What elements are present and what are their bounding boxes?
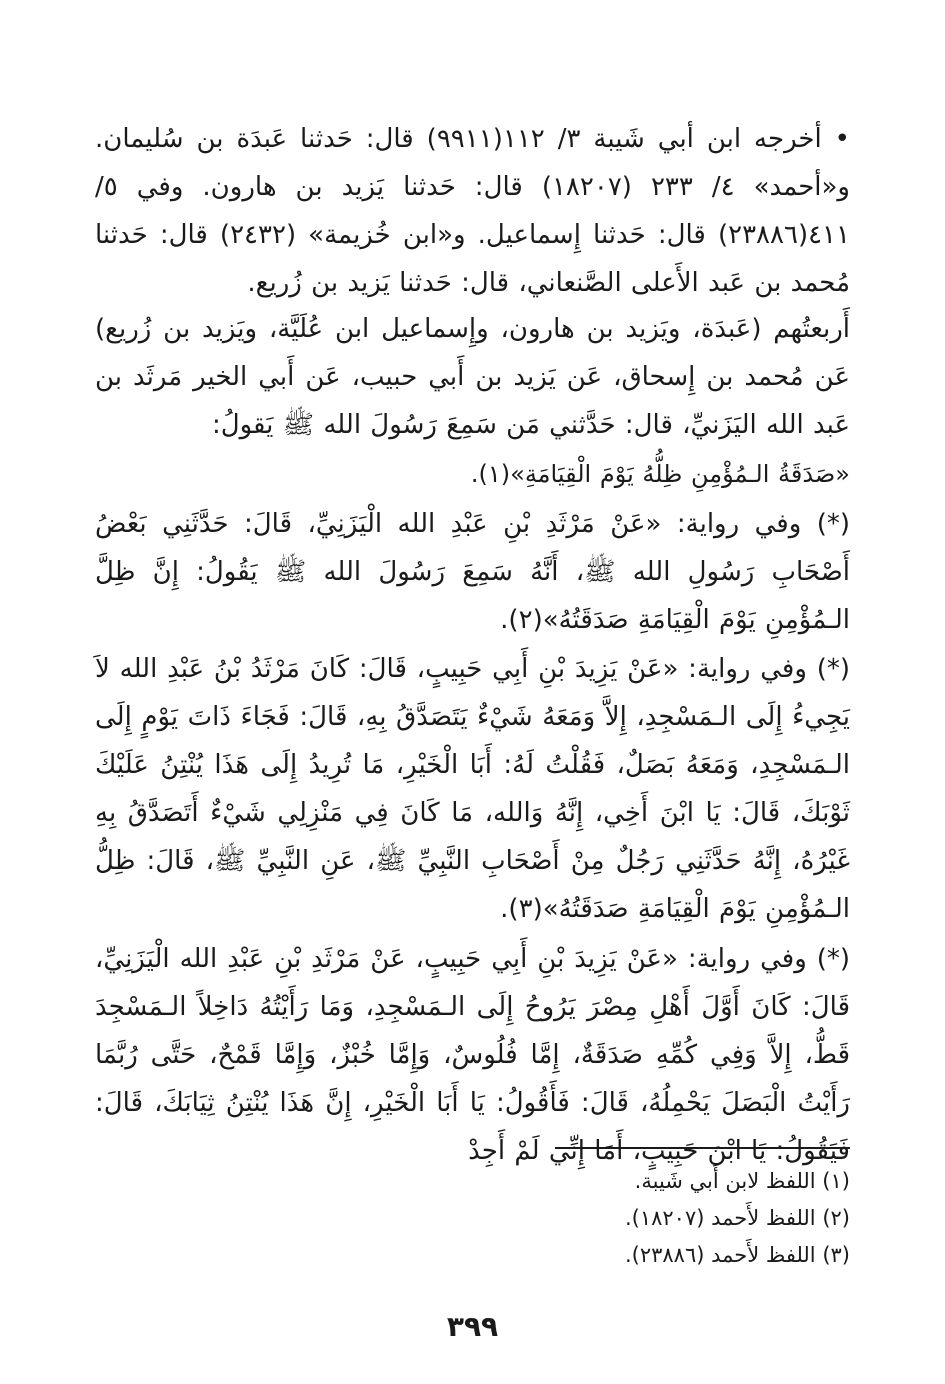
footnote-3: (٣) اللفظ لأَحمد (٢٣٨٨٦).: [624, 1243, 850, 1267]
footnote-1: (١) اللفظ لابن أَبي شَيبة.: [634, 1169, 850, 1193]
narration-variant-3: (*) وفي رواية: «عَنْ يَزِيدَ بْنِ أَبِي حَبِيبٍ، عَنْ مَرْثَدِ بْنِ عَبْدِ الله الْيَزَنِيِّ، قَالَ: كَانَ أَوَّلَ أَهْلِ مِصْرَ يَرُوحُ إِلَى الـمَسْجِدِ، وَمَا رَأَيْتُهُ دَاخِلاً الـمَسْجِدَ قَطُّ، إِلاَّ وَفِي كُمِّهِ صَدَقَةٌ، إِمَّا فُلُوسٌ، وَإِمَّا خُبْزٌ، وَإِمَّا قَمْحٌ، حَتَّى رُبَّمَا رَأَيْتُ الْبَصَلَ يَحْمِلُهُ، قَالَ: فَأَقُولُ: يَا أَبَا الْخَيْرِ، إِنَّ هَذَا يُنْتِنُ ثِيَابَكَ، قَالَ: فَيَقُولُ: يَا ابْنَ حَبِيبٍ، أَمَا إِنِّي لَمْ أَجِدْ: [95, 944, 850, 1166]
narration-variant-1: (*) وفي رواية: «عَنْ مَرْثَدِ بْنِ عَبْدِ الله الْيَزَنِيِّ، قَالَ: حَدَّثَنِي بَعْضُ أَصْحَابِ رَسُولِ الله ﷺ، أَنَّهُ سَمِعَ رَسُولَ الله ﷺ يَقُولُ: إِنَّ ظِلَّ الـمُؤْمِنِ يَوْمَ الْقِيَامَةِ صَدَقَتُهُ»(٢).: [95, 509, 850, 635]
takhrij-paragraph: • أخرجه ابن أبي شَيبة ٣/ ١١٢(٩٩١١) قال: حَدثنا عَبدَة بن سُليمان. و«أحمد» ٤/ ٢٣٣ (١٨٢٠٧) قال: حَدثنا يَزيد بن هارون. وفي ٥/ ٤١١(٢٣٨٨٦) قال: حَدثنا إِسماعيل. و«ابن خُزيمة» (٢٤٣٢) قال: حَدثنا مُحمد بن عَبد الأَعلى الصَّنعاني، قال: حَدثنا يَزيد بن زُريع.: [95, 124, 850, 298]
hadith-text: «صَدَقَةُ الـمُؤْمِنِ ظِلُّهُ يَوْمَ الْقِيَامَةِ»(١).: [470, 460, 850, 488]
footnote-divider: [555, 1147, 850, 1149]
footnote-2: (٢) اللفظ لأَحمد (١٨٢٠٧).: [624, 1206, 850, 1230]
chain-paragraph: أَربعتُهم (عَبدَة، ويَزيد بن هارون، وإِسماعيل ابن عُلَيَّة، ويَزيد بن زُريع) عَن مُحمد بن إِسحاق، عَن يَزيد بن أَبي حبيب، عَن أَبي الخير مَرثَد بن عَبد الله اليَزَنيِّ، قال: حَدَّثني مَن سَمِعَ رَسُولَ الله ﷺ يَقولُ:: [95, 314, 850, 440]
narration-variant-2: (*) وفي رواية: «عَنْ يَزِيدَ بْنِ أَبِي حَبِيبٍ، قَالَ: كَانَ مَرْثَدُ بْنُ عَبْدِ الله لاَ يَجِيءُ إِلَى الـمَسْجِدِ، إِلاَّ وَمَعَهُ شَيْءٌ يَتَصَدَّقُ بِهِ، قَالَ: فَجَاءَ ذَاتَ يَوْمٍ إِلَى الـمَسْجِدِ، وَمَعَهُ بَصَلٌ، فَقُلْتُ لَهُ: أَبَا الْخَيْرِ، مَا تُرِيدُ إِلَى هَذَا يُنْتِنُ عَلَيْكَ ثَوْبَكَ، قَالَ: يَا ابْنَ أَخِي، إِنَّهُ وَالله، مَا كَانَ فِي مَنْزِلِي شَيْءٌ أَتَصَدَّقُ بِهِ غَيْرُهُ، إِنَّهُ حَدَّثَنِي رَجُلٌ مِنْ أَصْحَابِ النَّبِيِّ ﷺ، عَنِ النَّبِيِّ ﷺ، قَالَ: ظِلُّ الـمُؤْمِنِ يَوْمَ الْقِيَامَةِ صَدَقَتُهُ»(٣).: [95, 654, 850, 924]
page-number: ٣٩٩: [446, 1310, 499, 1343]
